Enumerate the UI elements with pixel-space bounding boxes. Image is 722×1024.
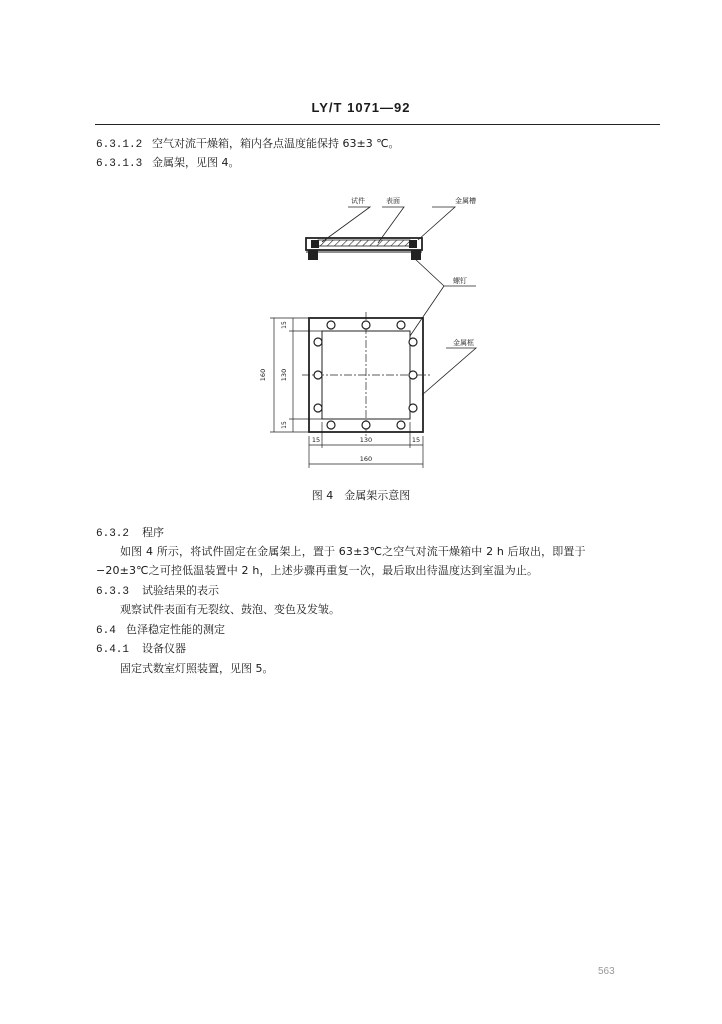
- clause-title: 设备仪器: [142, 642, 186, 655]
- label-surface: 表面: [386, 197, 400, 205]
- label-screw: 螺钉: [453, 277, 467, 285]
- clause-title: 试验结果的表示: [142, 584, 219, 597]
- clause-number: 6.3.3: [96, 586, 130, 598]
- document-header: LY/T 1071—92: [311, 100, 411, 115]
- clause-title: 色泽稳定性能的测定: [126, 623, 225, 636]
- paragraph-line: −20±3℃之可控低温装置中 2 h，上述步骤再重复一次，最后取出待温度达到室温为止。: [96, 564, 539, 577]
- clause-number: 6.4: [96, 625, 116, 637]
- label-metal-groove: 金属槽: [455, 197, 476, 205]
- clause-text: 空气对流干燥箱，箱内各点温度能保持 63±3 ℃。: [152, 137, 400, 150]
- label-specimen: 试件: [351, 197, 365, 205]
- label-metal-frame: 金属框: [453, 339, 474, 347]
- dimension-lines: [270, 318, 423, 468]
- clause-6-3-2: [96, 526, 164, 541]
- paragraph-line: 固定式数室灯照装置，见图 5。: [120, 662, 274, 675]
- figure-caption: 图 4 金属架示意图: [311, 489, 411, 502]
- clause-6-4-1: [96, 642, 186, 657]
- clause-text: 金属架，见图 4。: [152, 156, 240, 169]
- paragraph-line: 观察试件表面有无裂纹、鼓泡、变色及发皱。: [120, 603, 340, 616]
- dim-130-left: 130: [280, 368, 288, 382]
- dim-15-right: 15: [411, 436, 421, 444]
- clause-title: 程序: [142, 526, 164, 539]
- clause-number: 6.4.1: [96, 644, 130, 656]
- clause-number: 6.3.1.3: [96, 158, 143, 170]
- dim-130-bottom: 130: [359, 436, 373, 444]
- dim-15-left: 15: [311, 436, 321, 444]
- clause-number: 6.3.1.2: [96, 139, 143, 151]
- paragraph-line: 如图 4 所示，将试件固定在金属架上，置于 63±3℃之空气对流干燥箱中 2 h 后取出，即置于: [120, 545, 586, 558]
- figure-4-diagram: [250, 188, 490, 468]
- clause-6-4: [96, 623, 225, 638]
- dim-160-left: 160: [259, 368, 267, 382]
- dim-160-bottom: 160: [359, 455, 373, 463]
- clause-6-3-1-2: [96, 137, 400, 152]
- clause-6-3-3: [96, 584, 219, 599]
- dim-15-bottom: 15: [281, 421, 288, 429]
- label-leaders: [322, 207, 476, 395]
- dim-15-top: 15: [281, 321, 288, 329]
- clause-6-3-1-3: [96, 156, 240, 171]
- clause-number: 6.3.2: [96, 528, 130, 540]
- page-number: 563: [598, 966, 615, 977]
- header-rule: [95, 124, 660, 125]
